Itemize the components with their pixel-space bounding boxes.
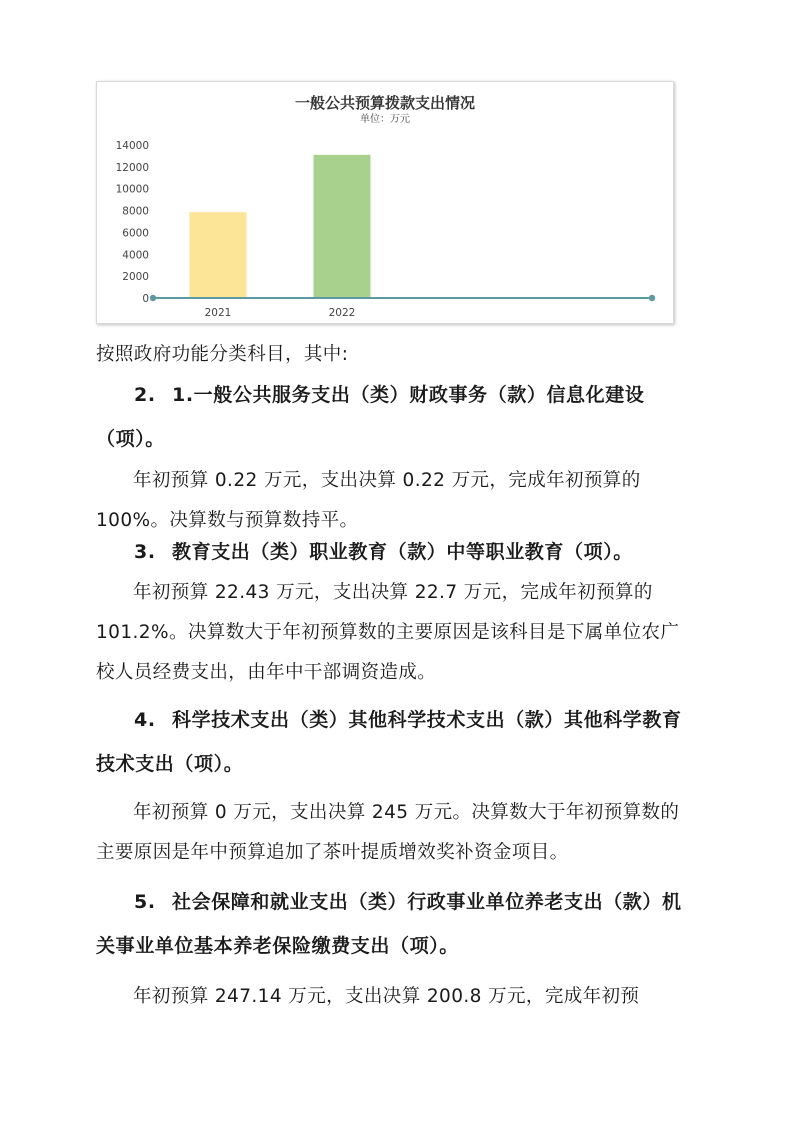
y-tick-label: 0 xyxy=(142,293,149,305)
y-tick-label: 14000 xyxy=(115,140,149,152)
bar-2021 xyxy=(190,212,247,298)
y-tick-label: 8000 xyxy=(122,205,149,218)
section-5-body: 年初预算 247.14 万元，支出决算 200.8 万元，完成年初预 xyxy=(133,986,640,1007)
section-3-title: 教育支出（类）职业教育（款）中等职业教育（项）。 xyxy=(172,541,633,563)
section-3-body: 年初预算 22.43 万元，支出决算 22.7 万元，完成年初预算的 101.2%。决算数大于年初预算数的主要原因是该科目是下属单位农广校人员经费支出，由年中干部调资造成。 xyxy=(96,582,680,683)
x-axis-start-dot xyxy=(150,295,156,301)
intro-text: 按照政府功能分类科目，其中: xyxy=(96,344,349,365)
y-tick-label: 6000 xyxy=(122,227,149,240)
section-4-heading xyxy=(96,698,696,786)
chart-subtitle: 单位：万元 xyxy=(360,114,410,125)
section-4-body: 年初预算 0 万元，支出决算 245 万元。决算数大于年初预算数的主要原因是年中预算追加了茶叶提质增效奖补资金项目。 xyxy=(96,802,680,863)
y-tick-label: 4000 xyxy=(122,249,149,262)
section-5-title: 社会保障和就业支出（类）行政事业单位养老支出（款）机关事业单位基本养老保险缴费支出（项）。 xyxy=(96,891,682,957)
x-axis-end-dot xyxy=(649,295,655,301)
section-2-title: 1.一般公共服务支出（类）财政事务（款）信息化建设（项）。 xyxy=(96,384,645,450)
x-tick-label: 2021 xyxy=(204,307,232,319)
y-tick-label: 10000 xyxy=(115,183,149,196)
bar-chart xyxy=(97,82,673,323)
x-tick-label: 2022 xyxy=(328,307,356,319)
section-2-heading xyxy=(96,373,696,461)
y-tick-label: 12000 xyxy=(115,161,149,174)
section-3-heading xyxy=(96,530,696,574)
section-4-number: 4. xyxy=(134,709,156,731)
budget-chart xyxy=(96,81,674,324)
bar-2022 xyxy=(314,155,371,298)
y-tick-label: 2000 xyxy=(122,271,149,284)
section-2-body: 年初预算 0.22 万元，支出决算 0.22 万元，完成年初预算的100%。决算数与预算数持平。 xyxy=(96,470,641,531)
section-5-number: 5. xyxy=(134,891,156,913)
chart-title: 一般公共预算拨款支出情况 xyxy=(294,94,476,112)
section-3-number: 3. xyxy=(134,541,156,563)
section-2-number: 2. xyxy=(134,384,156,406)
section-4-title: 科学技术支出（类）其他科学技术支出（款）其他科学教育技术支出（项）。 xyxy=(96,709,682,775)
section-5-heading xyxy=(96,880,696,968)
